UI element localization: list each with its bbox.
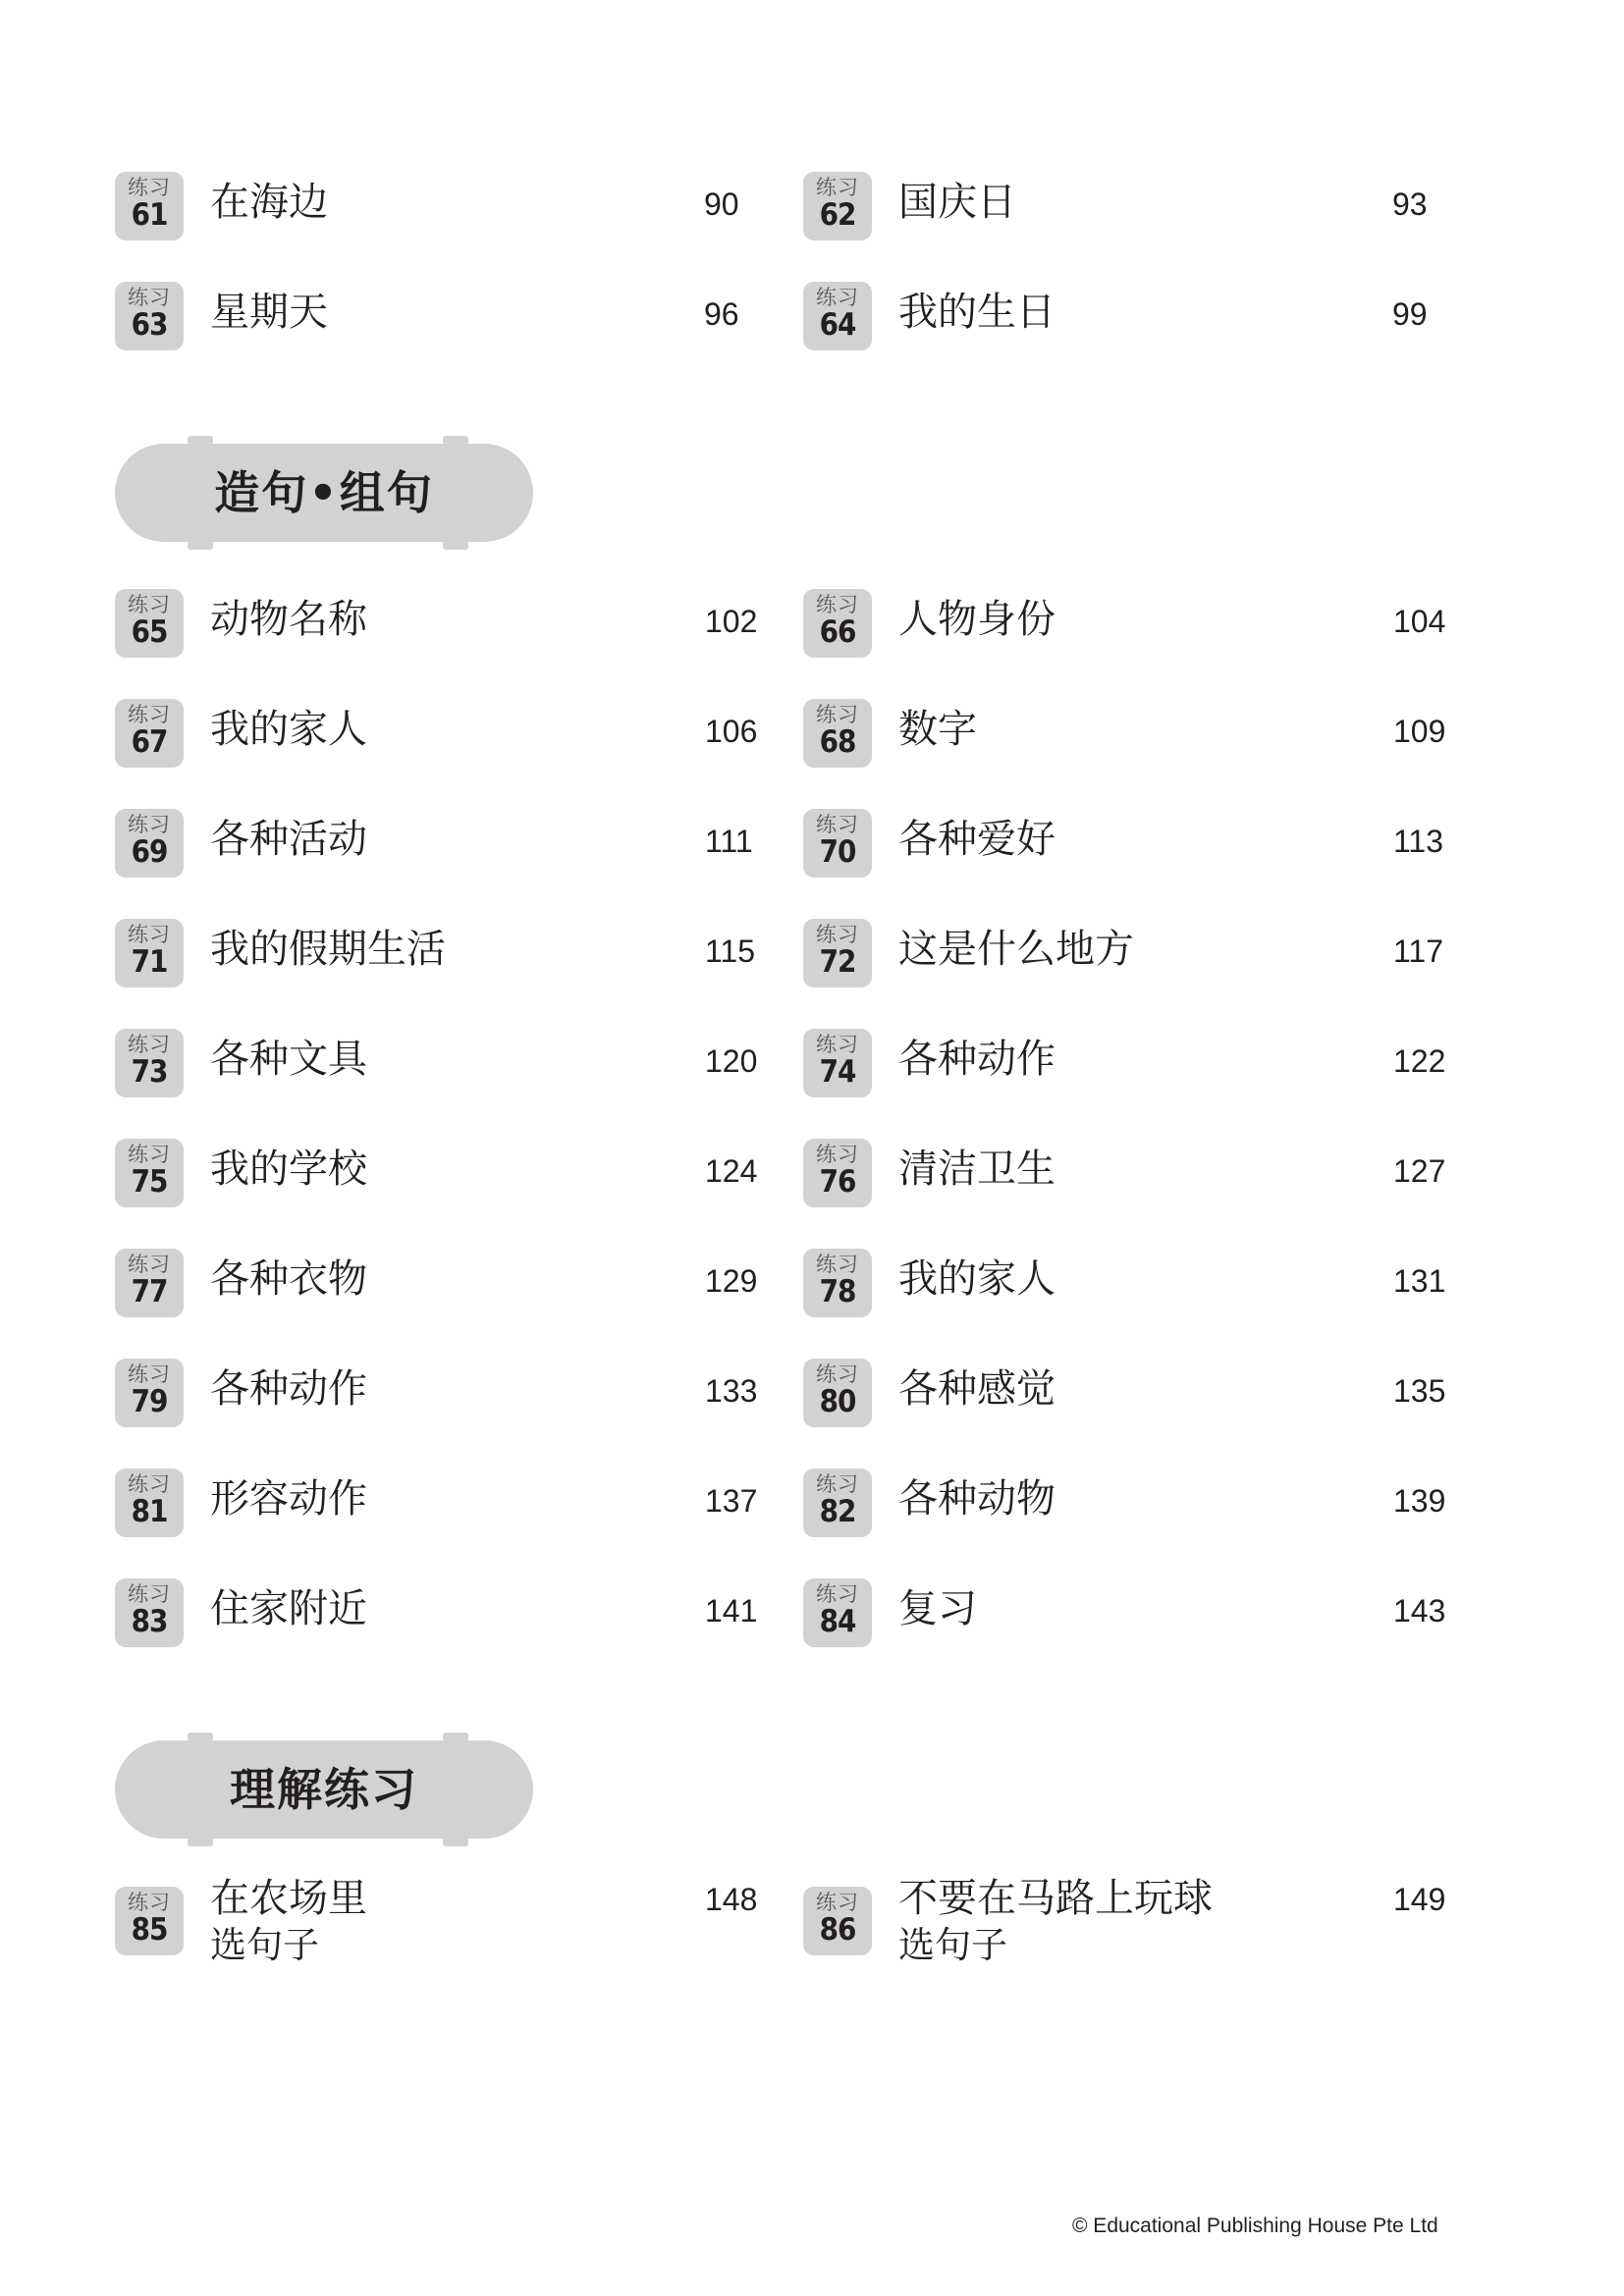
exercise-title: 在农场里 [210, 1876, 367, 1921]
page-number: 111 [705, 824, 753, 859]
toc-row [0, 1029, 1624, 1107]
exercise-number: 64 [819, 307, 856, 343]
page-number: 143 [1393, 1593, 1446, 1629]
page-number: 148 [705, 1882, 758, 1917]
toc-row [0, 809, 1624, 887]
exercise-number: 62 [819, 197, 856, 233]
page-number: 129 [705, 1263, 758, 1299]
exercise-title: 各种感觉 [898, 1366, 1056, 1412]
toc-row [0, 1876, 1624, 1966]
exercise-title: 各种衣物 [210, 1256, 367, 1302]
exercise-badge: 练习 67 [115, 699, 184, 768]
exercise-title: 各种动物 [898, 1476, 1056, 1522]
page-number: 137 [705, 1483, 758, 1519]
exercise-number: 81 [131, 1494, 168, 1529]
exercise-subtitle: 选句子 [898, 1924, 1007, 1966]
exercise-title: 各种动作 [898, 1037, 1056, 1082]
page-number: 115 [705, 934, 756, 969]
exercise-badge: 练习 68 [803, 699, 872, 768]
exercise-title: 我的家人 [210, 707, 367, 752]
page-number: 113 [1393, 824, 1444, 859]
exercise-badge: 练习 65 [115, 589, 184, 658]
page-number: 96 [704, 296, 739, 332]
exercise-number: 74 [819, 1054, 856, 1090]
page-number: 122 [1393, 1043, 1446, 1079]
exercise-title: 清洁卫生 [898, 1147, 1056, 1192]
exercise-badge: 练习 61 [115, 172, 184, 240]
exercise-number: 78 [819, 1274, 856, 1309]
page-number: 133 [705, 1373, 758, 1409]
exercise-number: 72 [819, 944, 856, 980]
exercise-badge: 练习 64 [803, 282, 872, 350]
exercise-subtitle: 选句子 [210, 1924, 319, 1966]
exercise-number: 80 [819, 1384, 856, 1419]
exercise-title: 动物名称 [210, 597, 367, 642]
toc-row [0, 172, 1624, 250]
exercise-badge: 练习 74 [803, 1029, 872, 1097]
exercise-badge: 练习 75 [115, 1139, 184, 1207]
page-number: 124 [705, 1153, 758, 1189]
exercise-title: 形容动作 [210, 1476, 367, 1522]
page-number: 149 [1393, 1882, 1446, 1917]
page-number: 120 [705, 1043, 758, 1079]
exercise-title: 我的假期生活 [210, 927, 446, 972]
toc-row [0, 1578, 1624, 1657]
exercise-number: 85 [131, 1912, 168, 1948]
exercise-number: 65 [131, 614, 168, 650]
toc-row [0, 282, 1624, 360]
exercise-badge: 练习 63 [115, 282, 184, 350]
exercise-number: 70 [819, 834, 856, 870]
section-title: 造句•组句 [214, 466, 434, 519]
copyright-notice: © Educational Publishing House Pte Ltd [1072, 2215, 1438, 2237]
exercise-number: 68 [819, 724, 856, 760]
exercise-badge: 练习 76 [803, 1139, 872, 1207]
exercise-badge: 练习 80 [803, 1359, 872, 1427]
exercise-number: 67 [131, 724, 168, 760]
exercise-title: 在海边 [210, 180, 328, 225]
toc-row [0, 589, 1624, 667]
exercise-number: 83 [131, 1604, 168, 1639]
exercise-badge: 练习 62 [803, 172, 872, 240]
exercise-number: 73 [131, 1054, 168, 1090]
page-number: 117 [1393, 934, 1444, 969]
exercise-badge: 练习 82 [803, 1468, 872, 1537]
exercise-title: 我的家人 [898, 1256, 1056, 1302]
page-number: 102 [705, 604, 758, 639]
page-number: 139 [1393, 1483, 1446, 1519]
exercise-badge: 练习 70 [803, 809, 872, 878]
exercise-title: 国庆日 [898, 180, 1016, 225]
exercise-title: 这是什么地方 [898, 927, 1134, 972]
exercise-title: 我的生日 [898, 290, 1056, 335]
page-number: 104 [1393, 604, 1446, 639]
exercise-title: 人物身份 [898, 597, 1056, 642]
section-header-comprehension [115, 1740, 533, 1839]
exercise-title: 各种文具 [210, 1037, 367, 1082]
exercise-title: 住家附近 [210, 1586, 367, 1631]
exercise-badge: 练习 71 [115, 919, 184, 988]
section-header-sentence-building [115, 444, 533, 542]
toc-row [0, 699, 1624, 777]
exercise-badge: 练习 81 [115, 1468, 184, 1537]
page-number: 131 [1393, 1263, 1446, 1299]
page-number: 127 [1393, 1153, 1446, 1189]
page-number: 135 [1393, 1373, 1446, 1409]
exercise-number: 86 [819, 1912, 856, 1948]
page-number: 90 [704, 187, 739, 222]
exercise-title: 各种爱好 [898, 817, 1056, 862]
exercise-badge: 练习 73 [115, 1029, 184, 1097]
exercise-badge: 练习 85 [115, 1887, 184, 1955]
exercise-badge: 练习 84 [803, 1578, 872, 1647]
exercise-number: 77 [131, 1274, 168, 1309]
toc-row [0, 919, 1624, 997]
exercise-title: 不要在马路上玩球 [898, 1876, 1213, 1921]
section-title: 理解练习 [230, 1763, 418, 1816]
exercise-number: 79 [131, 1384, 168, 1419]
exercise-number: 76 [819, 1164, 856, 1200]
exercise-number: 71 [131, 944, 168, 980]
exercise-title: 星期天 [210, 290, 328, 335]
exercise-badge: 练习 79 [115, 1359, 184, 1427]
exercise-number: 69 [131, 834, 168, 870]
exercise-badge: 练习 83 [115, 1578, 184, 1647]
exercise-number: 66 [819, 614, 856, 650]
page-number: 99 [1392, 296, 1428, 332]
exercise-badge: 练习 69 [115, 809, 184, 878]
page-number: 109 [1393, 714, 1446, 749]
exercise-number: 84 [819, 1604, 856, 1639]
toc-row [0, 1468, 1624, 1547]
exercise-title: 各种动作 [210, 1366, 367, 1412]
exercise-number: 82 [819, 1494, 856, 1529]
exercise-badge: 练习 78 [803, 1249, 872, 1317]
page-number: 93 [1392, 187, 1428, 222]
exercise-badge: 练习 86 [803, 1887, 872, 1955]
exercise-number: 61 [131, 197, 168, 233]
exercise-number: 63 [131, 307, 168, 343]
page-number: 141 [705, 1593, 758, 1629]
toc-row [0, 1359, 1624, 1437]
exercise-number: 75 [131, 1164, 168, 1200]
exercise-badge: 练习 72 [803, 919, 872, 988]
toc-row [0, 1249, 1624, 1327]
exercise-badge: 练习 66 [803, 589, 872, 658]
exercise-title: 各种活动 [210, 817, 367, 862]
toc-row [0, 1139, 1624, 1217]
exercise-title: 数字 [898, 707, 977, 752]
exercise-badge: 练习 77 [115, 1249, 184, 1317]
exercise-title: 复习 [898, 1586, 977, 1631]
page-number: 106 [705, 714, 758, 749]
exercise-title: 我的学校 [210, 1147, 367, 1192]
